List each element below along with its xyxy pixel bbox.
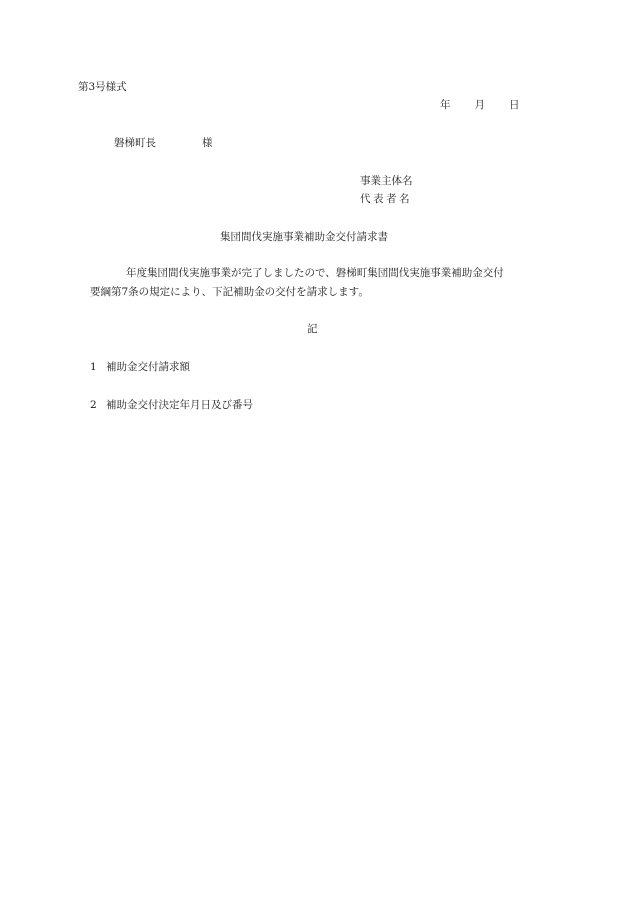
date-line [440, 100, 520, 111]
date-month-label: 月 [474, 99, 485, 111]
body-text-line-2: 要綱第7条の規定により、下記補助金の交付を請求します。 [90, 286, 369, 298]
list-item [90, 362, 190, 373]
body-text-line-1: 年度集団間伐実施事業が完了しましたので、磐梯町集団間伐実施事業補助金交付 [126, 267, 504, 279]
item-number: 2 [90, 399, 97, 411]
addressee [114, 138, 213, 149]
applicant-organization-label: 事業主体名 [360, 175, 413, 187]
applicant-representative-label: 代表者名 [360, 193, 412, 205]
item-label: 補助金交付請求額 [106, 361, 190, 373]
date-day-label: 日 [509, 99, 520, 111]
item-label: 補助金交付決定年月日及び番号 [106, 399, 253, 411]
item-number: 1 [90, 361, 97, 373]
addressee-name: 磐梯町長 [114, 137, 156, 149]
list-item [90, 400, 253, 411]
date-year-label: 年 [440, 99, 451, 111]
form-number: 第3号様式 [78, 81, 127, 93]
document-title: 集団間伐実施事業補助金交付請求書 [220, 231, 388, 243]
addressee-honorific: 様 [202, 137, 213, 149]
ki-heading: 記 [307, 323, 318, 335]
